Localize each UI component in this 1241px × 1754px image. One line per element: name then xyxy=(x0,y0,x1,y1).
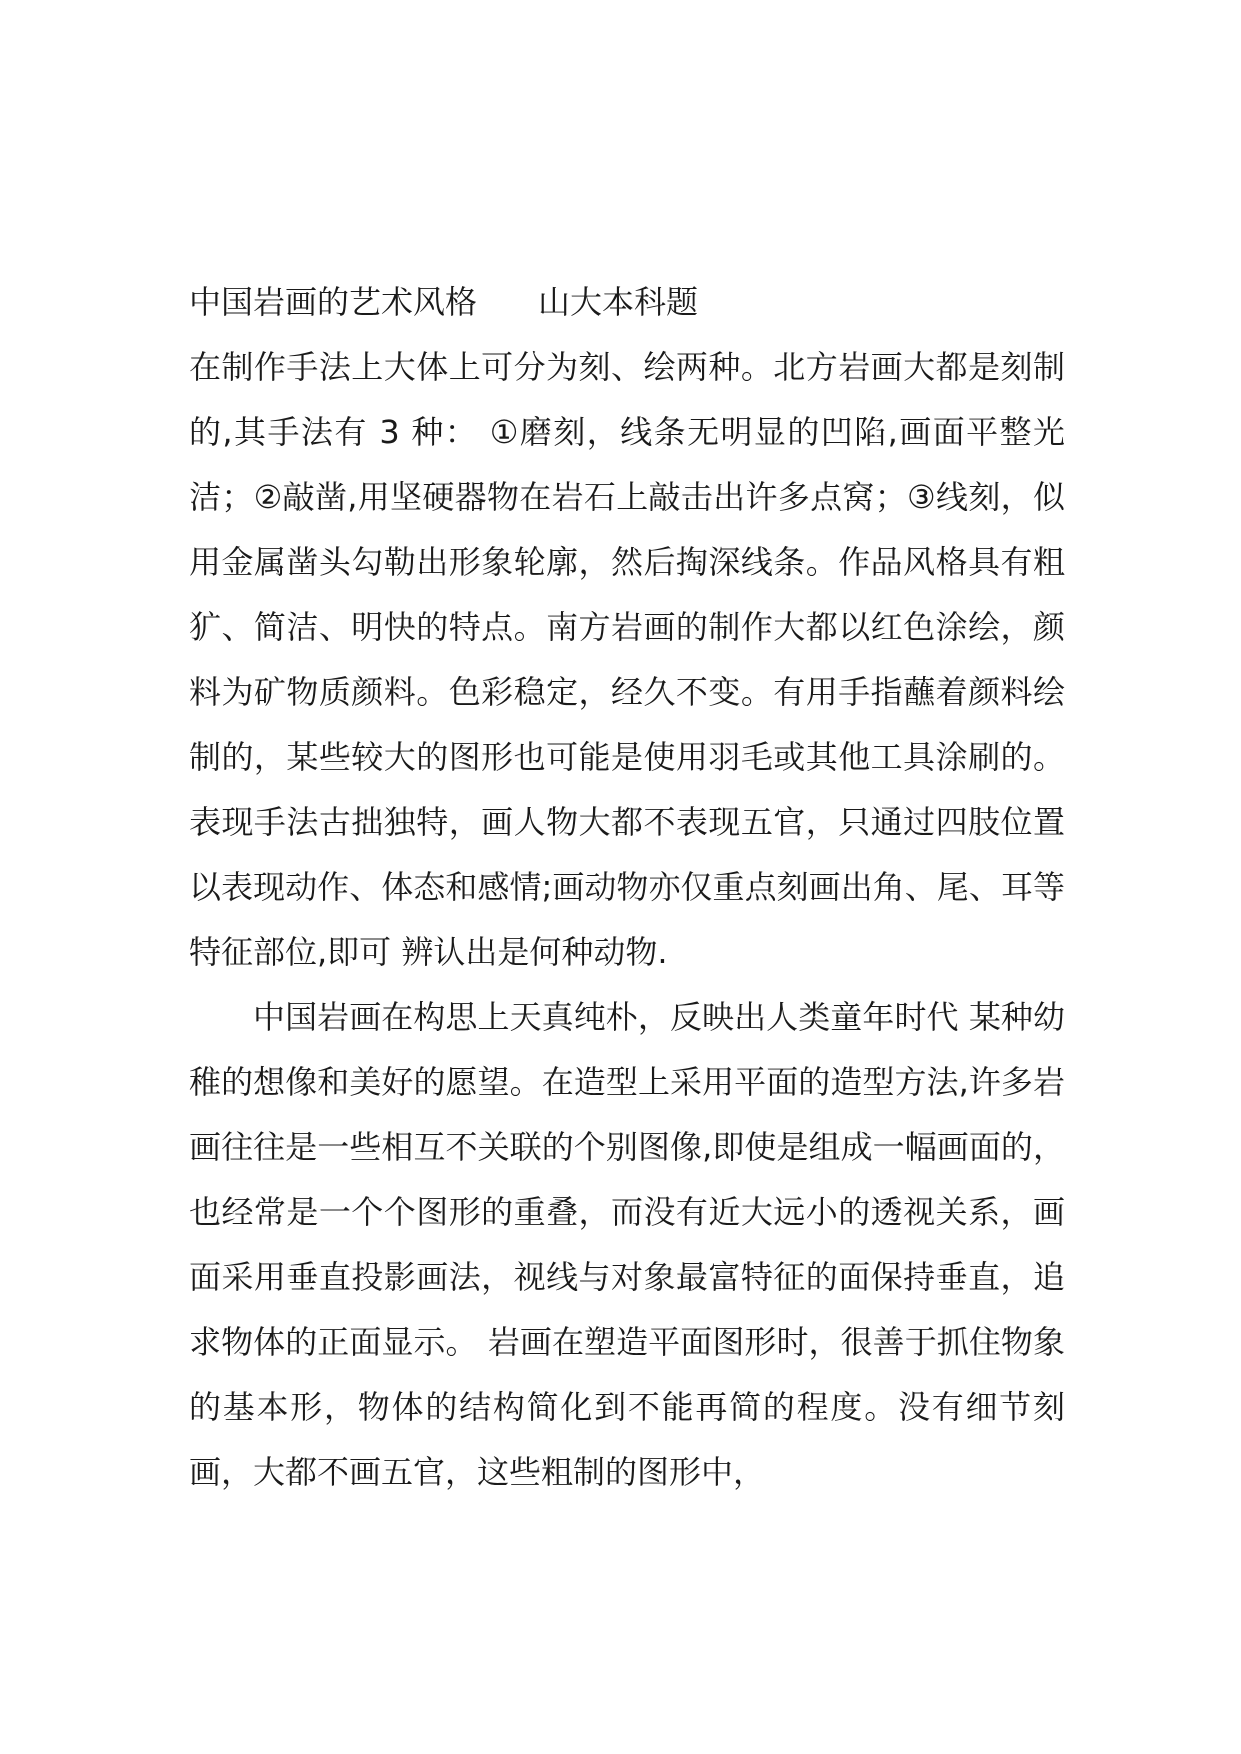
document-title: 中国岩画的艺术风格 山大本科题 xyxy=(189,283,699,321)
paragraph-production-techniques: 在制作手法上大体上可分为刻、绘两种。北方岩画大都是刻制的,其手法有 3 种： ①磨刻，线条无明显的凹陷,画面平整光洁；②敲凿,用坚硬器物在岩石上敲击出许多点窝；③线刻，似用金属凿头勾勒出形象轮廓，然后掏深线条。作品风格具有粗犷、简洁、明快的特点。南方岩画的制作大都以红色涂绘，颜料为矿物质颜料。色彩稳定，经久不变。有用手指蘸着颜料绘制的，某些较大的图形也可能是使用羽毛或其他工具涂刷的。表现手法古拙独特，画人物大都不表现五官，只通过四肢位置以表现动作、体态和感情;画动物亦仅重点刻画出角、尾、耳等特征部位,即可 辨认出是何种动物. xyxy=(189,348,1065,971)
paragraph-conception-style: 中国岩画在构思上天真纯朴，反映出人类童年时代 某种幼稚的想像和美好的愿望。在造型上采用平面的造型方法,许多岩画往往是一些相互不关联的个别图像,即使是组成一幅画面的，也经常是一个个图形的重叠，而没有近大远小的透视关系，画面采用垂直投影画法，视线与对象最富特征的面保持垂直，追求物体的正面显示。 岩画在塑造平面图形时，很善于抓住物象的基本形，物体的结构简化到不能再简的程度。没有细节刻画，大都不画五官，这些粗制的图形中， xyxy=(189,998,1065,1491)
document-body xyxy=(189,270,1065,1505)
